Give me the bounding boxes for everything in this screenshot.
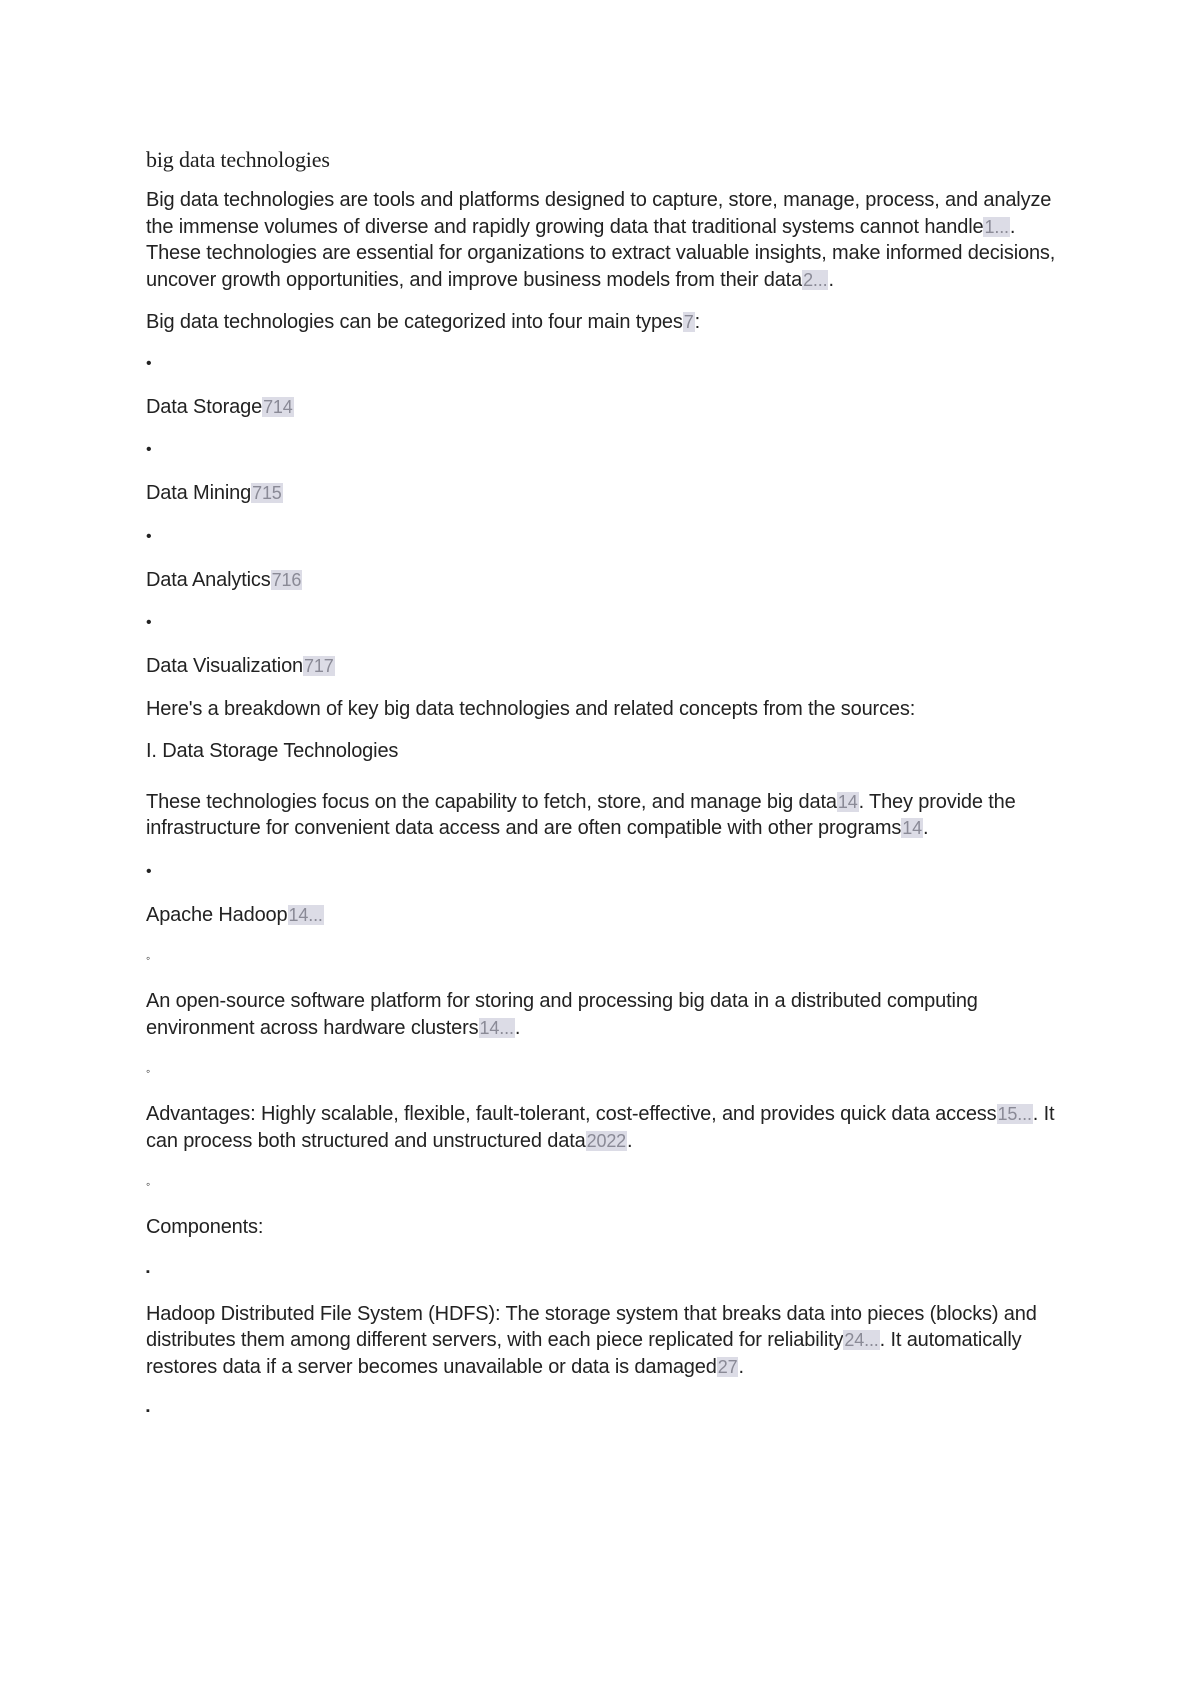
document-body xyxy=(146,145,1066,1440)
type-label: Data Mining xyxy=(146,482,252,504)
circle-bullet-icon: ◦ xyxy=(146,951,151,965)
hdfs-text: Hadoop Distributed File System (HDFS): The storage system that breaks data into pieces (blocks) and distributes them among different servers, with each piece replicated for reliability xyxy=(146,1302,1037,1351)
list-bullet xyxy=(146,1398,1066,1422)
citation-link[interactable]: 714 xyxy=(263,396,293,417)
citation-link[interactable]: 1... xyxy=(984,216,1009,237)
storage-text-2: . They provide the infrastructure for convenient data access and are often compatible with other programs xyxy=(146,790,1016,839)
list-item xyxy=(146,1301,1066,1381)
citation-link[interactable]: 27 xyxy=(717,1356,738,1377)
list-item xyxy=(146,1214,1066,1241)
hadoop-description: An open-source software platform for storing and processing big data in a distributed computing environment across hardware clusters xyxy=(146,990,978,1039)
citation-link[interactable]: 715 xyxy=(252,483,282,503)
list-bullet xyxy=(146,1059,1066,1083)
citation-link[interactable]: 2... xyxy=(803,269,828,290)
list-item xyxy=(146,988,1066,1041)
square-bullet-icon: ▪ xyxy=(146,1265,150,1278)
list-bullet xyxy=(146,946,1066,970)
citation-link[interactable]: 14... xyxy=(288,904,323,925)
hadoop-advantages: Advantages: Highly scalable, flexible, fault-tolerant, cost-effective, and provides quick data access xyxy=(146,1103,997,1125)
list-item xyxy=(146,653,1066,680)
types-intro-text: Big data technologies can be categorized into four main types xyxy=(146,311,683,333)
list-bullet xyxy=(146,1172,1066,1196)
intro-paragraph xyxy=(146,187,1066,293)
type-label: Data Storage xyxy=(146,395,263,418)
intro-text-3: . xyxy=(828,268,834,291)
citation-link[interactable]: 14 xyxy=(902,818,923,838)
citation-link[interactable]: 14... xyxy=(479,1017,514,1038)
disc-bullet-icon: • xyxy=(146,862,152,880)
types-intro-colon: : xyxy=(694,311,701,333)
list-bullet xyxy=(146,1259,1066,1283)
citation-link[interactable]: 717 xyxy=(304,656,334,676)
types-intro-paragraph xyxy=(146,309,1066,336)
citation-link[interactable]: 7 xyxy=(683,312,694,332)
list-item xyxy=(146,480,1066,507)
citation-link[interactable]: 15... xyxy=(997,1104,1032,1124)
breakdown-paragraph: Here's a breakdown of key big data technologies and related concepts from the sources: xyxy=(146,697,916,720)
circle-bullet-icon: ◦ xyxy=(146,1064,151,1078)
intro-text-2: . These technologies are essential for organizations to extract valuable insights, make informed decisions, uncover growth opportunities, and improve business models from their data xyxy=(146,215,1056,291)
storage-text-1: These technologies focus on the capability to fetch, store, and manage big data xyxy=(146,790,837,813)
disc-bullet-icon: • xyxy=(146,354,152,372)
hadoop-components-label: Components: xyxy=(146,1216,264,1238)
list-bullet xyxy=(146,438,1066,462)
citation-link[interactable]: 24... xyxy=(844,1330,879,1350)
hdfs-text-end: . xyxy=(738,1355,744,1378)
hadoop-advantages-end: . xyxy=(627,1129,633,1152)
disc-bullet-icon: • xyxy=(146,441,152,458)
list-item xyxy=(146,902,1066,929)
citation-link[interactable]: 2022 xyxy=(586,1130,627,1151)
disc-bullet-icon: • xyxy=(146,614,152,631)
type-label: Data Visualization xyxy=(146,655,304,677)
section-heading: I. Data Storage Technologies xyxy=(146,740,399,762)
hadoop-advantages-2: . It can process both structured and unstructured data xyxy=(146,1103,1055,1152)
storage-text-3: . xyxy=(923,817,929,839)
disc-bullet-icon: • xyxy=(146,527,152,545)
type-label: Data Analytics xyxy=(146,568,271,591)
document-title: big data technologies xyxy=(146,147,330,172)
intro-text-1: Big data technologies are tools and platforms designed to capture, store, manage, process, and analyze the immense volumes of diverse and rapidly growing data that traditional systems cannot handle xyxy=(146,189,1052,238)
list-bullet xyxy=(146,525,1066,549)
square-bullet-icon: ▪ xyxy=(146,1405,150,1417)
circle-bullet-icon: ◦ xyxy=(146,1177,151,1191)
list-bullet xyxy=(146,860,1066,884)
citation-link[interactable]: 14 xyxy=(837,791,858,812)
hdfs-text-2: . It automatically restores data if a server becomes unavailable or data is damaged xyxy=(146,1329,1022,1378)
list-item xyxy=(146,567,1066,594)
list-bullet xyxy=(146,352,1066,376)
hadoop-label: Apache Hadoop xyxy=(146,903,288,926)
list-bullet xyxy=(146,611,1066,635)
storage-paragraph xyxy=(146,789,1066,842)
hadoop-description-end: . xyxy=(514,1016,521,1039)
list-item xyxy=(146,394,1066,421)
list-item xyxy=(146,1101,1066,1154)
citation-link[interactable]: 716 xyxy=(271,569,302,590)
